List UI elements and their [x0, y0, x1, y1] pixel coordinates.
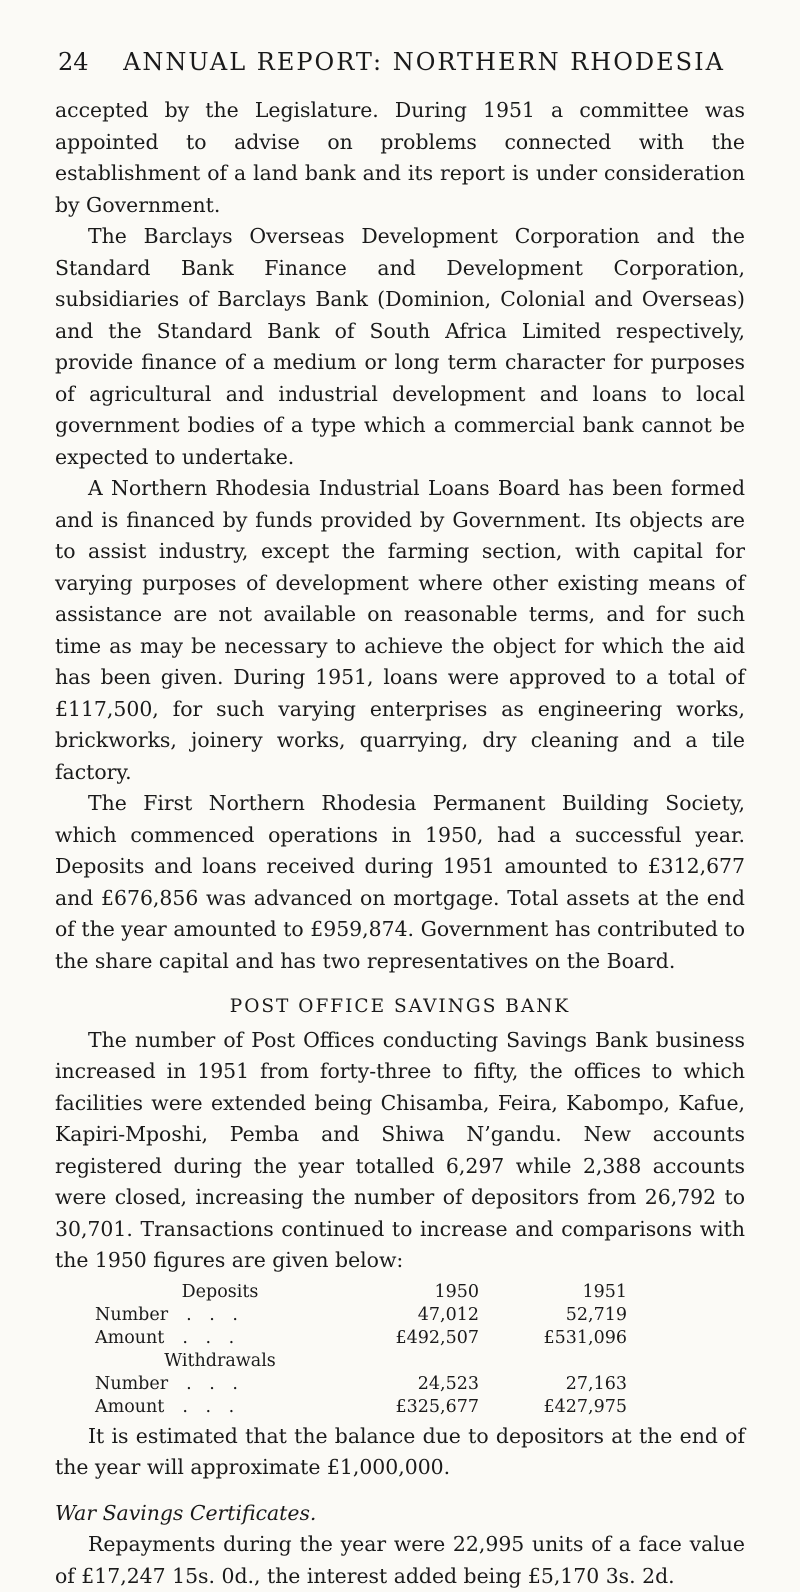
dot-leader: . . .	[182, 1396, 241, 1417]
subheading-war-savings: War Savings Certificates.	[55, 1500, 317, 1525]
body-text	[55, 95, 745, 1592]
paragraph-repayments: Repayments during the year were 22,995 units of a face value of £17,247 15s. 0d., the interest added being £5,170 3s. 2d.	[55, 1532, 745, 1588]
section-heading-post-office: POST OFFICE SAVINGS BANK	[229, 996, 571, 1017]
paragraph-savings-bank: The number of Post Offices conducting Savings Bank business increased in 1951 from forty-three to fifty, the offices to which facilities were extended being Chisamba, Feira, Kabompo, Kafue, Kapiri-Mposhi, Pemba and Shiwa N’gandu. New accounts registered during the year totalled 6,297 while 2,388 accounts were closed, increasing the number of depositors from 26,792 to 30,701. Transactions continued to increase and comparisons with the 1950 figures are given below:	[55, 1027, 745, 1272]
group-label-deposits: Deposits	[181, 1281, 259, 1302]
paragraph-industrial-loans: A Northern Rhodesia Industrial Loans Board has been formed and is financed by funds provided by Government. Its objects are to assist industry, except the farming section, with capital for varying purposes of development where other existing means of assistance are not available on reasonable terms, and for such time as may be necessary to achieve the object for which the aid has been given. During 1951, loans were approved to a total of £117,500, for such varying enterprises as engineering works, brickworks, joinery works, quarrying, dry cleaning and a tile factory.	[55, 476, 745, 784]
paragraph-balance-estimate: It is estimated that the balance due to depositors at the end of the year will approximate £1,000,000.	[55, 1423, 745, 1479]
table-cell: 52,719	[565, 1304, 627, 1325]
paragraph-barclays: The Barclays Overseas Development Corporation and the Standard Bank Finance and Development Corporation, subsidiaries of Barclays Bank (Dominion, Colonial and Overseas) and the Standard Bank of South Africa Limited respectively, provide finance of a medium or long term character for purposes of agricultural and industrial development and loans to local government bodies of a type which a commercial bank cannot be expected to undertake.	[55, 224, 745, 469]
dot-leader: . . .	[182, 1327, 241, 1348]
table-cell: £427,975	[543, 1396, 627, 1417]
paragraph-building-society: The First Northern Rhodesia Permanent Building Society, which commenced operations in 1950, had a successful year. Deposits and loans received during 1951 amounted to £312,677 and £676,856 was advanced on mortgage. Total assets at the end of the year amounted to £959,874. Government has contributed to the share capital and has two representatives on the Board.	[55, 791, 745, 973]
row-label: Number	[95, 1373, 169, 1394]
paragraph-land-bank: accepted by the Legislature. During 1951 a committee was appointed to advise on problems connected with the establishment of a land bank and its report is under consideration by Government.	[55, 98, 745, 217]
table-row	[95, 1327, 627, 1350]
table-row	[95, 1304, 627, 1327]
dot-leader: . . .	[186, 1304, 244, 1325]
row-label: Amount	[95, 1396, 165, 1417]
table-header-row	[95, 1281, 627, 1304]
table-cell: 47,012	[417, 1304, 479, 1325]
table-row	[95, 1373, 627, 1396]
row-label: Amount	[95, 1327, 165, 1348]
savings-comparison-table	[95, 1281, 627, 1419]
page-number: 24	[58, 48, 89, 76]
table-group-row	[95, 1350, 627, 1373]
column-header-1950: 1950	[434, 1281, 479, 1302]
table-cell: £492,507	[395, 1327, 479, 1348]
running-title: ANNUAL REPORT: NORTHERN RHODESIA	[123, 48, 725, 76]
row-label: Number	[95, 1304, 169, 1325]
table-cell: £325,677	[395, 1396, 479, 1417]
page-header	[58, 48, 748, 76]
column-header-1951: 1951	[582, 1281, 627, 1302]
table-cell: £531,096	[543, 1327, 627, 1348]
table-row	[95, 1396, 627, 1419]
table-cell: 27,163	[565, 1373, 627, 1394]
dot-leader: . . .	[186, 1373, 244, 1394]
group-label-withdrawals: Withdrawals	[164, 1350, 276, 1371]
table-cell: 24,523	[417, 1373, 479, 1394]
